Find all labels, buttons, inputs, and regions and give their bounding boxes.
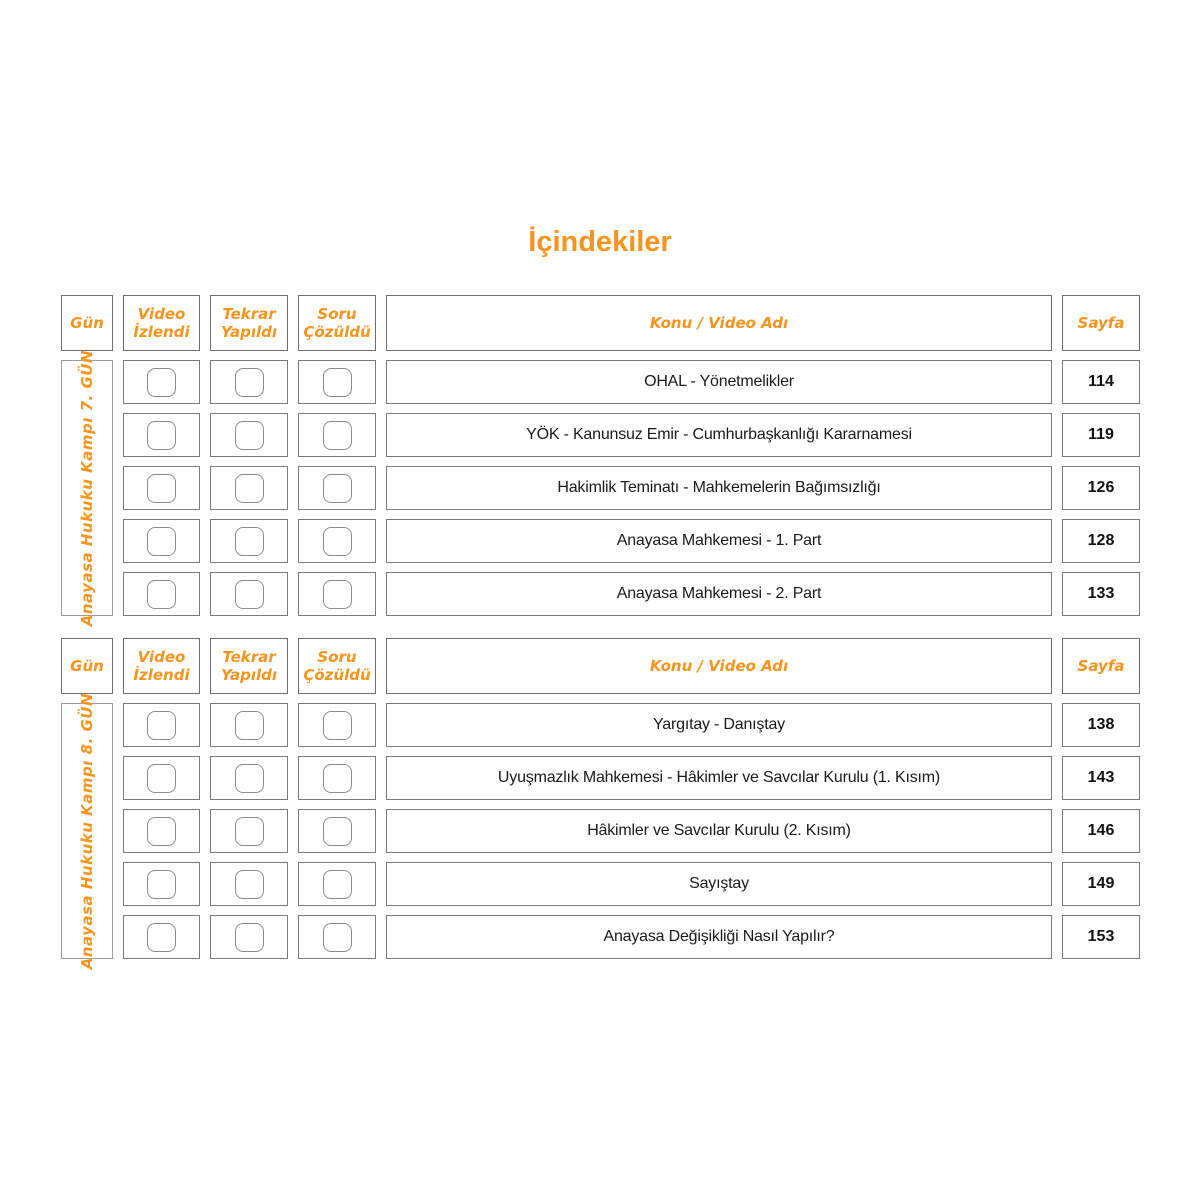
video-izlendi-checkbox[interactable]	[147, 764, 176, 793]
page-cell: 133	[1062, 572, 1140, 616]
header-soru-cozuldu: Soru Çözüldü	[298, 638, 376, 694]
soru-cozuldu-checkbox[interactable]	[323, 580, 352, 609]
soru-cozuldu-checkbox[interactable]	[323, 764, 352, 793]
soru-cozuldu-cell	[298, 809, 376, 853]
soru-cozuldu-cell	[298, 466, 376, 510]
soru-cozuldu-cell	[298, 756, 376, 800]
video-izlendi-checkbox[interactable]	[147, 421, 176, 450]
header-sayfa: Sayfa	[1062, 638, 1140, 694]
tekrar-yapildi-checkbox[interactable]	[235, 368, 264, 397]
topic-cell: OHAL - Yönetmelikler	[386, 360, 1052, 404]
tekrar-yapildi-cell	[210, 519, 288, 563]
video-izlendi-checkbox[interactable]	[147, 580, 176, 609]
toc-table-day8	[61, 638, 1140, 970]
header-tekrar-yapildi: Tekrar Yapıldı	[210, 638, 288, 694]
header-video-izlendi: Video İzlendi	[123, 638, 200, 694]
tekrar-yapildi-cell	[210, 360, 288, 404]
soru-cozuldu-cell	[298, 519, 376, 563]
soru-cozuldu-checkbox[interactable]	[323, 421, 352, 450]
topic-cell: Sayıştay	[386, 862, 1052, 906]
video-izlendi-cell	[123, 756, 200, 800]
video-izlendi-checkbox[interactable]	[147, 474, 176, 503]
soru-cozuldu-checkbox[interactable]	[323, 870, 352, 899]
page-cell: 128	[1062, 519, 1140, 563]
topic-cell: Yargıtay - Danıştay	[386, 703, 1052, 747]
page-cell: 149	[1062, 862, 1140, 906]
soru-cozuldu-cell	[298, 915, 376, 959]
video-izlendi-cell	[123, 466, 200, 510]
video-izlendi-cell	[123, 360, 200, 404]
tekrar-yapildi-checkbox[interactable]	[235, 474, 264, 503]
topic-cell: Hakimlik Teminatı - Mahkemelerin Bağımsızlığı	[386, 466, 1052, 510]
header-soru-cozuldu: Soru Çözüldü	[298, 295, 376, 351]
header-gun: Gün	[61, 638, 113, 694]
header-konu-video-adi: Konu / Video Adı	[386, 638, 1052, 694]
tekrar-yapildi-checkbox[interactable]	[235, 711, 264, 740]
tekrar-yapildi-checkbox[interactable]	[235, 527, 264, 556]
page-cell: 138	[1062, 703, 1140, 747]
video-izlendi-cell	[123, 915, 200, 959]
tekrar-yapildi-checkbox[interactable]	[235, 923, 264, 952]
header-tekrar-yapildi: Tekrar Yapıldı	[210, 295, 288, 351]
tekrar-yapildi-cell	[210, 572, 288, 616]
header-sayfa: Sayfa	[1062, 295, 1140, 351]
tekrar-yapildi-cell	[210, 756, 288, 800]
soru-cozuldu-checkbox[interactable]	[323, 711, 352, 740]
page-cell: 143	[1062, 756, 1140, 800]
tekrar-yapildi-checkbox[interactable]	[235, 817, 264, 846]
video-izlendi-cell	[123, 572, 200, 616]
soru-cozuldu-checkbox[interactable]	[323, 474, 352, 503]
soru-cozuldu-checkbox[interactable]	[323, 527, 352, 556]
tekrar-yapildi-cell	[210, 809, 288, 853]
header-konu-video-adi: Konu / Video Adı	[386, 295, 1052, 351]
page-cell: 126	[1062, 466, 1140, 510]
page-cell: 146	[1062, 809, 1140, 853]
video-izlendi-cell	[123, 862, 200, 906]
video-izlendi-cell	[123, 703, 200, 747]
tekrar-yapildi-cell	[210, 703, 288, 747]
soru-cozuldu-cell	[298, 413, 376, 457]
day-spine-label: Anayasa Hukuku Kampı 8. GÜN	[78, 692, 96, 970]
header-video-izlendi: Video İzlendi	[123, 295, 200, 351]
toc-table-day7	[61, 295, 1140, 627]
page-cell: 119	[1062, 413, 1140, 457]
tekrar-yapildi-cell	[210, 413, 288, 457]
soru-cozuldu-checkbox[interactable]	[323, 923, 352, 952]
tekrar-yapildi-cell	[210, 915, 288, 959]
day-spine	[61, 349, 113, 627]
topic-cell: Anayasa Mahkemesi - 1. Part	[386, 519, 1052, 563]
header-gun: Gün	[61, 295, 113, 351]
tekrar-yapildi-checkbox[interactable]	[235, 421, 264, 450]
soru-cozuldu-cell	[298, 360, 376, 404]
video-izlendi-checkbox[interactable]	[147, 817, 176, 846]
soru-cozuldu-cell	[298, 862, 376, 906]
video-izlendi-checkbox[interactable]	[147, 870, 176, 899]
topic-cell: Anayasa Mahkemesi - 2. Part	[386, 572, 1052, 616]
page-cell: 114	[1062, 360, 1140, 404]
topic-cell: Hâkimler ve Savcılar Kurulu (2. Kısım)	[386, 809, 1052, 853]
topic-cell: YÖK - Kanunsuz Emir - Cumhurbaşkanlığı Kararnamesi	[386, 413, 1052, 457]
video-izlendi-checkbox[interactable]	[147, 527, 176, 556]
soru-cozuldu-cell	[298, 703, 376, 747]
tekrar-yapildi-checkbox[interactable]	[235, 870, 264, 899]
topic-cell: Anayasa Değişikliği Nasıl Yapılır?	[386, 915, 1052, 959]
page-title: İçindekiler	[528, 226, 672, 258]
tekrar-yapildi-checkbox[interactable]	[235, 764, 264, 793]
tekrar-yapildi-checkbox[interactable]	[235, 580, 264, 609]
video-izlendi-cell	[123, 809, 200, 853]
tekrar-yapildi-cell	[210, 466, 288, 510]
video-izlendi-cell	[123, 519, 200, 563]
video-izlendi-checkbox[interactable]	[147, 923, 176, 952]
tekrar-yapildi-cell	[210, 862, 288, 906]
page-cell: 153	[1062, 915, 1140, 959]
video-izlendi-checkbox[interactable]	[147, 711, 176, 740]
soru-cozuldu-checkbox[interactable]	[323, 368, 352, 397]
soru-cozuldu-checkbox[interactable]	[323, 817, 352, 846]
video-izlendi-cell	[123, 413, 200, 457]
day-spine-label: Anayasa Hukuku Kampı 7. GÜN	[78, 349, 96, 627]
day-spine	[61, 692, 113, 970]
video-izlendi-checkbox[interactable]	[147, 368, 176, 397]
topic-cell: Uyuşmazlık Mahkemesi - Hâkimler ve Savcılar Kurulu (1. Kısım)	[386, 756, 1052, 800]
soru-cozuldu-cell	[298, 572, 376, 616]
